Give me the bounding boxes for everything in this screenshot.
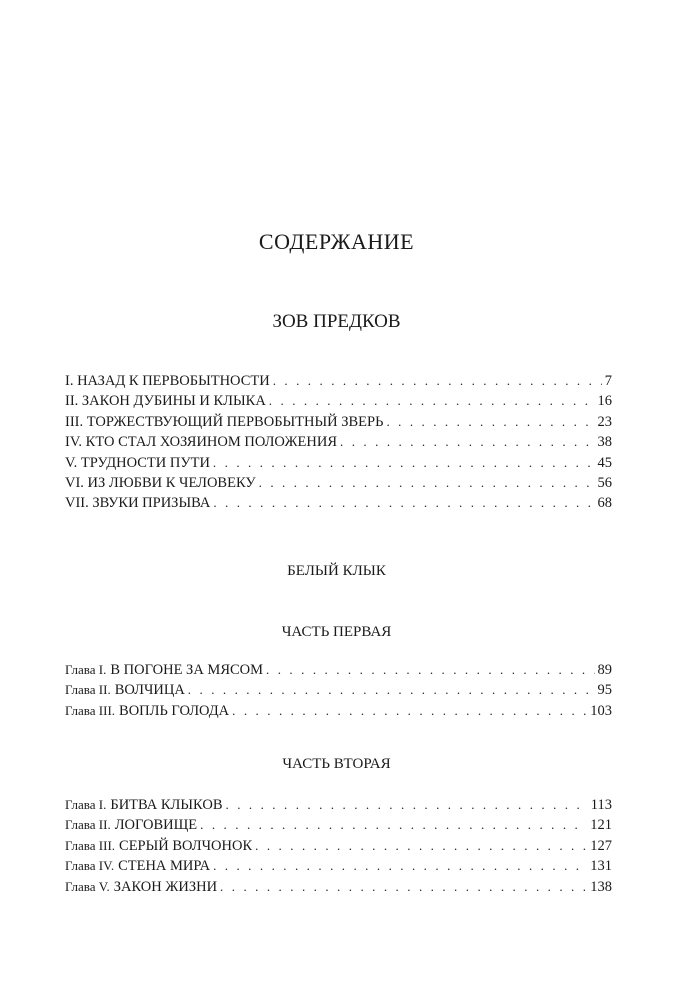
toc-entry-page: 95 xyxy=(597,682,612,699)
toc-entry-label: IV. КТО СТАЛ ХОЗЯИНОМ ПОЛОЖЕНИЯ xyxy=(65,434,338,451)
toc-entry-page: 38 xyxy=(597,434,612,451)
toc-entry-label xyxy=(65,795,223,815)
dot-leader xyxy=(340,432,594,451)
dot-leader xyxy=(255,836,587,855)
dot-leader xyxy=(213,453,595,472)
toc-entry[interactable] xyxy=(65,877,612,897)
toc-entry-label xyxy=(65,701,229,721)
toc-entry-label: II. ЗАКОН ДУБИНЫ И КЛЫКА xyxy=(65,393,266,410)
part1-toc xyxy=(65,660,612,721)
chapter-title: СЕРЫЙ ВОЛЧОНОК xyxy=(119,837,253,854)
toc-entry[interactable] xyxy=(65,493,612,513)
dot-leader xyxy=(386,412,594,431)
dot-leader xyxy=(220,877,587,896)
chapter-title: СТЕНА МИРА xyxy=(118,858,211,875)
toc-entry-page: 89 xyxy=(597,662,612,678)
toc-entry-page: 68 xyxy=(597,495,612,512)
toc-entry-page: 16 xyxy=(597,393,612,410)
dot-leader xyxy=(232,701,587,720)
dot-leader xyxy=(266,660,594,679)
toc-entry-label xyxy=(65,815,197,835)
dot-leader xyxy=(213,856,587,875)
toc-entry[interactable] xyxy=(65,680,612,700)
toc-entry-page: 138 xyxy=(590,878,612,895)
toc-entry[interactable] xyxy=(65,660,612,680)
toc-entry-label xyxy=(65,856,210,876)
dot-leader xyxy=(259,473,595,492)
page-title: СОДЕРЖАНИЕ xyxy=(258,229,415,254)
dot-leader xyxy=(226,795,588,814)
toc-entry[interactable] xyxy=(65,432,612,452)
toc-entry-label xyxy=(65,877,217,897)
toc-entry[interactable] xyxy=(65,391,612,411)
toc-entry-label xyxy=(65,660,263,680)
chapter-prefix: Глава II. xyxy=(65,817,111,833)
toc-entry-page: 127 xyxy=(590,837,612,854)
toc-entry-page: 7 xyxy=(604,373,612,389)
chapter-prefix: Глава V. xyxy=(65,878,110,894)
toc-entry-page: 131 xyxy=(590,858,612,875)
toc-entry[interactable] xyxy=(65,815,612,835)
chapter-prefix: Глава II. xyxy=(65,682,111,698)
toc-entry-label: V. ТРУДНОСТИ ПУТИ xyxy=(65,454,210,471)
toc-entry-page: 121 xyxy=(590,817,612,834)
toc-entry[interactable] xyxy=(65,453,612,473)
part1-title: ЧАСТЬ ПЕРВАЯ xyxy=(281,624,392,640)
toc-entry-page: 45 xyxy=(597,454,612,471)
chapter-prefix: Глава IV. xyxy=(65,858,115,874)
toc-entry-label: I. НАЗАД К ПЕРВОБЫТНОСТИ xyxy=(65,373,270,389)
toc-entry-page: 113 xyxy=(590,797,612,813)
toc-entry-label: VII. ЗВУКИ ПРИЗЫВА xyxy=(65,495,211,512)
toc-entry-label xyxy=(65,680,185,700)
toc-entry[interactable] xyxy=(65,856,612,876)
chapter-prefix: Глава I. xyxy=(65,797,107,812)
toc-entry[interactable] xyxy=(65,412,612,432)
chapter-prefix: Глава III. xyxy=(65,837,116,853)
toc-entry[interactable] xyxy=(65,836,612,856)
chapter-prefix: Глава III. xyxy=(65,702,116,718)
dot-leader xyxy=(188,680,595,699)
chapter-title: ЛОГОВИЩЕ xyxy=(114,817,198,834)
toc-entry-label: VI. ИЗ ЛЮБВИ К ЧЕЛОВЕКУ xyxy=(65,475,256,492)
toc-entry[interactable] xyxy=(65,371,612,391)
toc-entry-page: 23 xyxy=(597,413,612,430)
book1-toc xyxy=(65,371,612,514)
book2-title: БЕЛЫЙ КЛЫК xyxy=(287,563,386,579)
toc-entry-page: 103 xyxy=(590,702,612,719)
chapter-title: ЗАКОН ЖИЗНИ xyxy=(113,878,218,895)
part2-title: ЧАСТЬ ВТОРАЯ xyxy=(282,756,391,772)
dot-leader xyxy=(213,493,594,512)
chapter-prefix: Глава I. xyxy=(65,662,107,677)
chapter-title: В ПОГОНЕ ЗА МЯСОМ xyxy=(110,662,264,678)
toc-entry-label: III. ТОРЖЕСТВУЮЩИЙ ПЕРВОБЫТНЫЙ ЗВЕРЬ xyxy=(65,413,384,430)
dot-leader xyxy=(200,815,587,834)
chapter-title: БИТВА КЛЫКОВ xyxy=(110,797,223,813)
toc-entry[interactable] xyxy=(65,701,612,721)
toc-entry-page: 56 xyxy=(597,475,612,492)
chapter-title: ВОЛЧИЦА xyxy=(114,682,185,699)
dot-leader xyxy=(273,371,602,390)
toc-entry[interactable] xyxy=(65,473,612,493)
toc-entry-label xyxy=(65,836,252,856)
chapter-title: ВОПЛЬ ГОЛОДА xyxy=(119,702,230,719)
part2-toc xyxy=(65,795,612,897)
dot-leader xyxy=(269,391,595,410)
book1-title: ЗОВ ПРЕДКОВ xyxy=(272,311,401,332)
toc-entry[interactable] xyxy=(65,795,612,815)
